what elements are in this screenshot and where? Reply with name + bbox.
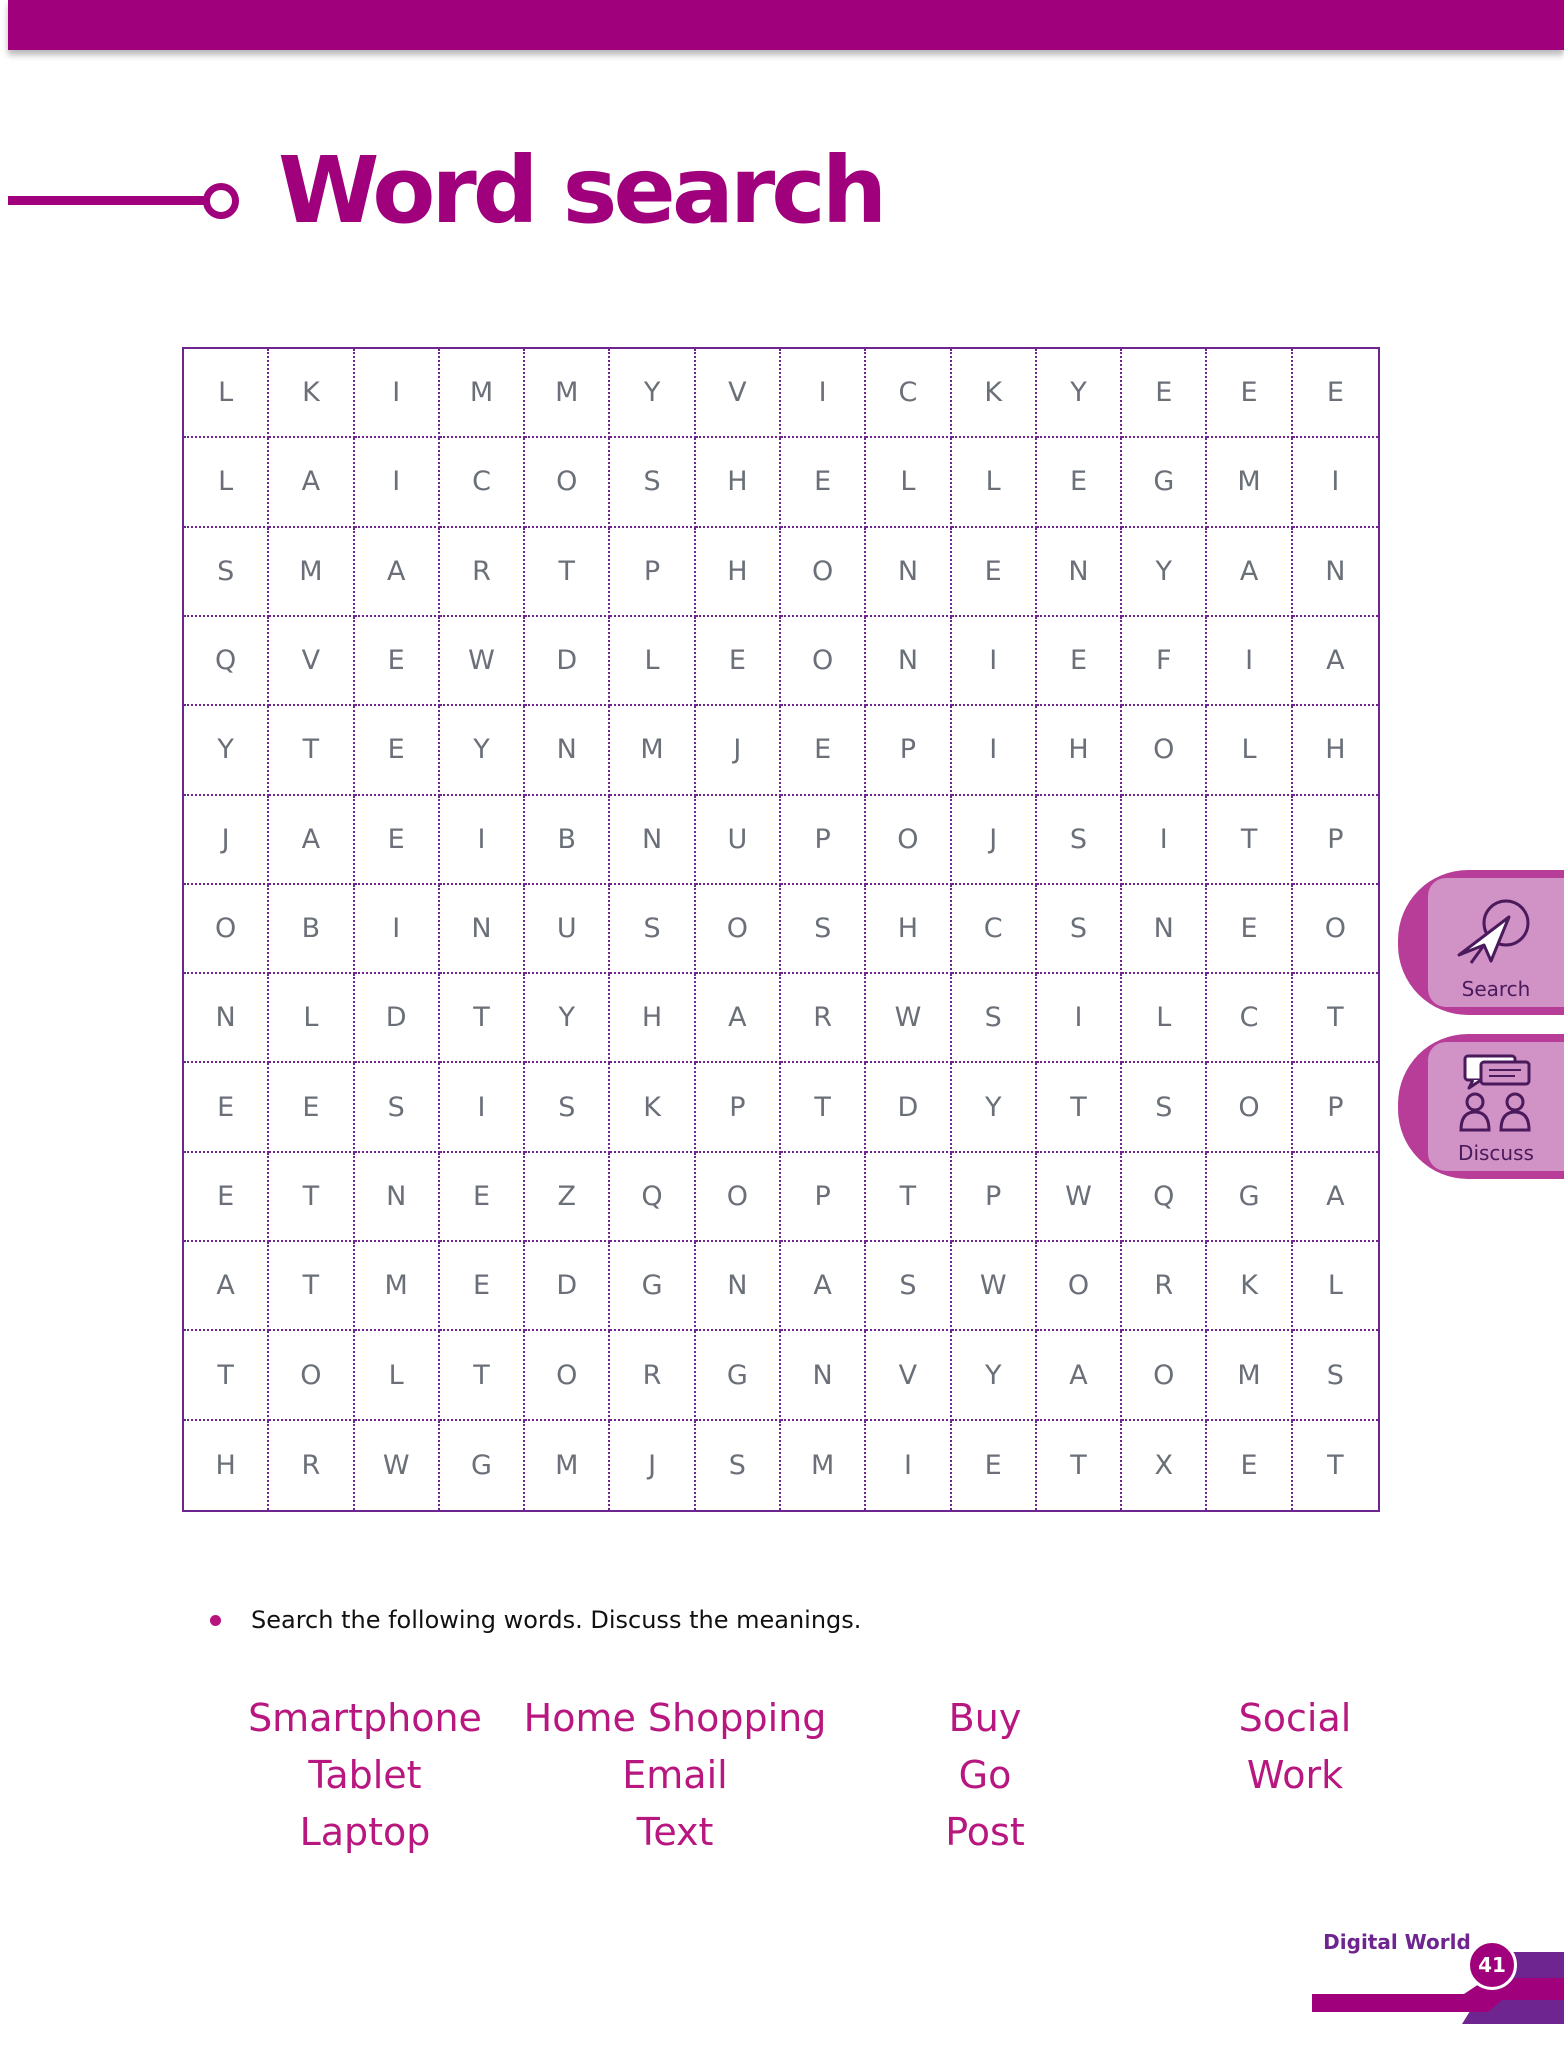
grid-cell: N	[1037, 528, 1122, 617]
grid-cell: W	[866, 974, 951, 1063]
grid-cell: T	[866, 1153, 951, 1242]
grid-cell: S	[696, 1421, 781, 1510]
grid-cell: D	[525, 1242, 610, 1331]
grid-cell: M	[355, 1242, 440, 1331]
grid-cell: O	[1037, 1242, 1122, 1331]
grid-cell: O	[1207, 1063, 1292, 1152]
grid-cell: R	[1122, 1242, 1207, 1331]
grid-cell: E	[184, 1153, 269, 1242]
grid-cell: O	[1122, 706, 1207, 795]
grid-cell: F	[1122, 617, 1207, 706]
grid-cell: J	[952, 796, 1037, 885]
grid-cell: Q	[610, 1153, 695, 1242]
grid-cell: T	[1293, 974, 1378, 1063]
grid-cell: C	[1207, 974, 1292, 1063]
grid-cell: M	[269, 528, 354, 617]
grid-cell: W	[440, 617, 525, 706]
grid-cell: U	[525, 885, 610, 974]
grid-cell: D	[866, 1063, 951, 1152]
grid-cell: I	[952, 706, 1037, 795]
grid-cell: P	[1293, 1063, 1378, 1152]
grid-cell: I	[1122, 796, 1207, 885]
footer-section: Practice	[1359, 1963, 1435, 1985]
grid-cell: E	[1207, 1421, 1292, 1510]
grid-cell: T	[440, 1331, 525, 1420]
grid-cell: L	[952, 438, 1037, 527]
grid-cell: V	[269, 617, 354, 706]
page-title: Word search	[278, 137, 884, 244]
grid-cell: T	[440, 974, 525, 1063]
grid-cell: L	[184, 438, 269, 527]
grid-cell: E	[440, 1242, 525, 1331]
word-item: Post	[945, 1810, 1025, 1854]
grid-cell: E	[952, 528, 1037, 617]
grid-cell: Y	[952, 1331, 1037, 1420]
grid-cell: H	[184, 1421, 269, 1510]
grid-cell: O	[1293, 885, 1378, 974]
grid-cell: G	[1122, 438, 1207, 527]
bullet-point	[210, 1615, 221, 1626]
discuss-people-icon	[1451, 1052, 1541, 1137]
grid-cell: M	[525, 349, 610, 438]
grid-cell: T	[1037, 1063, 1122, 1152]
grid-cell: L	[1122, 974, 1207, 1063]
grid-cell: A	[696, 974, 781, 1063]
grid-cell: I	[781, 349, 866, 438]
discuss-tab-label: Discuss	[1458, 1141, 1534, 1165]
grid-cell: S	[184, 528, 269, 617]
search-tab-label: Search	[1461, 977, 1531, 1001]
discuss-tab[interactable]	[1398, 1034, 1564, 1179]
grid-cell: P	[696, 1063, 781, 1152]
grid-cell: G	[1207, 1153, 1292, 1242]
grid-cell: W	[355, 1421, 440, 1510]
grid-cell: S	[1293, 1331, 1378, 1420]
grid-cell: L	[1293, 1242, 1378, 1331]
grid-cell: G	[696, 1331, 781, 1420]
grid-cell: N	[355, 1153, 440, 1242]
grid-cell: N	[184, 974, 269, 1063]
page-number: 41	[1467, 1940, 1517, 1990]
grid-cell: W	[1037, 1153, 1122, 1242]
grid-cell: E	[355, 706, 440, 795]
grid-cell: L	[866, 438, 951, 527]
grid-cell: K	[1207, 1242, 1292, 1331]
grid-cell: N	[866, 528, 951, 617]
grid-cell: Y	[440, 706, 525, 795]
title-decoration-line	[8, 196, 208, 205]
grid-cell: E	[355, 617, 440, 706]
grid-cell: Y	[184, 706, 269, 795]
grid-cell: S	[781, 885, 866, 974]
grid-cell: U	[696, 796, 781, 885]
grid-cell: I	[440, 796, 525, 885]
word-item: Go	[958, 1753, 1012, 1797]
grid-cell: O	[269, 1331, 354, 1420]
grid-cell: C	[952, 885, 1037, 974]
grid-cell: H	[1293, 706, 1378, 795]
word-item: Tablet	[308, 1753, 422, 1797]
grid-cell: A	[781, 1242, 866, 1331]
grid-cell: A	[184, 1242, 269, 1331]
grid-cell: T	[269, 706, 354, 795]
grid-cell: O	[525, 438, 610, 527]
grid-cell: P	[781, 1153, 866, 1242]
grid-cell: Y	[1037, 349, 1122, 438]
grid-cell: L	[355, 1331, 440, 1420]
grid-cell: T	[184, 1331, 269, 1420]
grid-cell: T	[269, 1242, 354, 1331]
grid-cell: S	[1122, 1063, 1207, 1152]
grid-cell: P	[1293, 796, 1378, 885]
grid-cell: V	[696, 349, 781, 438]
grid-cell: M	[1207, 1331, 1292, 1420]
grid-cell: D	[355, 974, 440, 1063]
grid-cell: S	[866, 1242, 951, 1331]
instruction-text: Search the following words. Discuss the meanings.	[251, 1606, 862, 1634]
grid-cell: E	[696, 617, 781, 706]
grid-cell: E	[781, 438, 866, 527]
grid-cell: I	[355, 349, 440, 438]
grid-cell: N	[696, 1242, 781, 1331]
grid-cell: K	[610, 1063, 695, 1152]
grid-cell: E	[781, 706, 866, 795]
grid-cell: A	[1207, 528, 1292, 617]
grid-cell: J	[184, 796, 269, 885]
grid-cell: I	[355, 885, 440, 974]
grid-cell: A	[1293, 617, 1378, 706]
grid-cell: R	[269, 1421, 354, 1510]
grid-cell: S	[610, 438, 695, 527]
word-list-column-1	[215, 1690, 515, 1861]
grid-cell: E	[952, 1421, 1037, 1510]
grid-cell: B	[525, 796, 610, 885]
word-list-column-2	[525, 1690, 825, 1861]
word-search-grid	[182, 347, 1380, 1512]
word-item: Social	[1238, 1696, 1352, 1740]
grid-cell: T	[1207, 796, 1292, 885]
grid-cell: E	[1293, 349, 1378, 438]
grid-cell: S	[1037, 885, 1122, 974]
grid-cell: O	[696, 885, 781, 974]
grid-cell: A	[355, 528, 440, 617]
grid-cell: L	[610, 617, 695, 706]
grid-cell: M	[1207, 438, 1292, 527]
grid-cell: S	[610, 885, 695, 974]
grid-cell: H	[866, 885, 951, 974]
grid-cell: Y	[1122, 528, 1207, 617]
grid-cell: L	[269, 974, 354, 1063]
grid-cell: Y	[952, 1063, 1037, 1152]
grid-cell: S	[952, 974, 1037, 1063]
grid-cell: I	[355, 438, 440, 527]
grid-cell: Q	[184, 617, 269, 706]
word-list-column-4	[1145, 1690, 1445, 1804]
grid-cell: R	[440, 528, 525, 617]
word-item: Smartphone	[248, 1696, 482, 1740]
grid-cell: S	[1037, 796, 1122, 885]
grid-cell: K	[269, 349, 354, 438]
grid-cell: V	[866, 1331, 951, 1420]
grid-cell: B	[269, 885, 354, 974]
grid-cell: A	[1293, 1153, 1378, 1242]
grid-cell: A	[1037, 1331, 1122, 1420]
grid-cell: L	[184, 349, 269, 438]
grid-cell: A	[269, 438, 354, 527]
word-list-column-3	[835, 1690, 1135, 1861]
grid-cell: J	[610, 1421, 695, 1510]
instruction	[210, 1606, 861, 1634]
grid-cell: K	[952, 349, 1037, 438]
grid-cell: N	[781, 1331, 866, 1420]
grid-cell: P	[866, 706, 951, 795]
grid-cell: L	[1207, 706, 1292, 795]
word-item: Laptop	[299, 1810, 431, 1854]
grid-cell: I	[440, 1063, 525, 1152]
grid-cell: O	[781, 617, 866, 706]
grid-cell: G	[440, 1421, 525, 1510]
grid-cell: Y	[525, 974, 610, 1063]
word-item: Text	[636, 1810, 714, 1854]
grid-cell: M	[440, 349, 525, 438]
grid-cell: I	[952, 617, 1037, 706]
grid-cell: N	[1293, 528, 1378, 617]
word-item: Email	[622, 1753, 728, 1797]
grid-cell: O	[184, 885, 269, 974]
grid-cell: O	[525, 1331, 610, 1420]
grid-cell: P	[610, 528, 695, 617]
grid-cell: E	[440, 1153, 525, 1242]
grid-cell: S	[525, 1063, 610, 1152]
grid-cell: I	[1037, 974, 1122, 1063]
grid-cell: E	[1037, 617, 1122, 706]
grid-cell: Y	[610, 349, 695, 438]
grid-cell: A	[269, 796, 354, 885]
grid-cell: G	[610, 1242, 695, 1331]
grid-cell: Z	[525, 1153, 610, 1242]
search-tab[interactable]	[1398, 870, 1564, 1015]
grid-cell: H	[696, 528, 781, 617]
grid-cell: O	[781, 528, 866, 617]
word-item: Work	[1246, 1753, 1344, 1797]
grid-cell: W	[952, 1242, 1037, 1331]
grid-cell: C	[866, 349, 951, 438]
grid-cell: M	[610, 706, 695, 795]
title-decoration-ring	[203, 183, 239, 219]
grid-cell: E	[355, 796, 440, 885]
grid-cell: M	[781, 1421, 866, 1510]
grid-cell: O	[696, 1153, 781, 1242]
grid-cell: T	[1037, 1421, 1122, 1510]
grid-cell: O	[1122, 1331, 1207, 1420]
grid-cell: Q	[1122, 1153, 1207, 1242]
top-banner	[8, 0, 1564, 50]
grid-cell: O	[866, 796, 951, 885]
grid-cell: S	[355, 1063, 440, 1152]
grid-cell: R	[781, 974, 866, 1063]
grid-cell: P	[952, 1153, 1037, 1242]
grid-cell: H	[610, 974, 695, 1063]
grid-cell: E	[1207, 885, 1292, 974]
grid-cell: H	[696, 438, 781, 527]
grid-cell: N	[525, 706, 610, 795]
grid-cell: N	[440, 885, 525, 974]
grid-cell: X	[1122, 1421, 1207, 1510]
word-item: Buy	[948, 1696, 1022, 1740]
grid-cell: I	[866, 1421, 951, 1510]
grid-cell: P	[781, 796, 866, 885]
grid-cell: N	[610, 796, 695, 885]
grid-cell: E	[1122, 349, 1207, 438]
grid-cell: H	[1037, 706, 1122, 795]
footer-book-title: Digital World	[1323, 1930, 1471, 1954]
grid-cell: T	[781, 1063, 866, 1152]
grid-cell: T	[1327, 1449, 1344, 1481]
grid-cell: M	[525, 1421, 610, 1510]
search-arrow-icon	[1451, 893, 1541, 973]
grid-cell: E	[269, 1063, 354, 1152]
grid-cell: E	[1037, 438, 1122, 527]
grid-cell: T	[269, 1153, 354, 1242]
grid-cell: N	[1122, 885, 1207, 974]
grid-cell: I	[1293, 438, 1378, 527]
grid-cell: C	[440, 438, 525, 527]
grid-cell: D	[525, 617, 610, 706]
grid-cell: T	[525, 528, 610, 617]
grid-cell: E	[1207, 349, 1292, 438]
grid-cell: J	[696, 706, 781, 795]
grid-cell: E	[184, 1063, 269, 1152]
word-item: Home Shopping	[523, 1696, 827, 1740]
grid-cell: R	[610, 1331, 695, 1420]
grid-cell: I	[1207, 617, 1292, 706]
grid-cell: N	[866, 617, 951, 706]
